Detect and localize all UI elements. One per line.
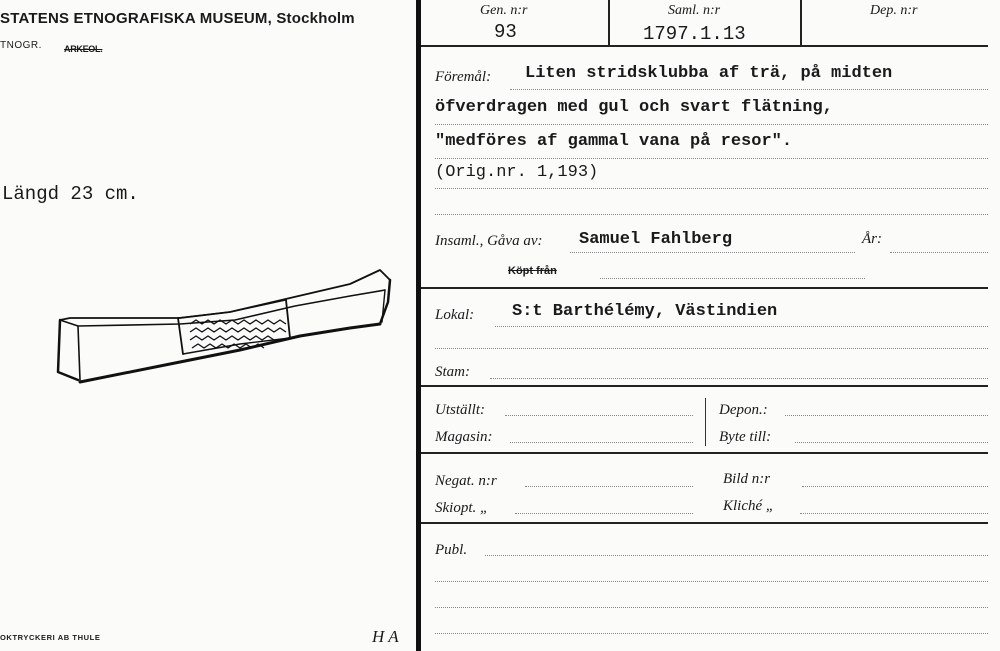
section-rule [421,522,988,524]
lokal-label: Lokal: [435,307,475,323]
dotted-rule [435,158,988,159]
byte-label: Byte till: [719,429,772,445]
dotted-rule [435,348,988,349]
dotted-rule [785,415,988,416]
gen-number-value: 93 [494,21,517,43]
dotted-rule [490,378,988,379]
foremal-line-4: (Orig.nr. 1,193) [435,163,599,182]
exhibit-divider [705,398,706,446]
foremal-line-3: "medföres af gammal vana på resor". [435,132,793,151]
negat-label: Negat. n:r [435,473,497,489]
gen-number-label: Gen. n:r [480,3,528,18]
bild-label: Bild n:r [723,471,771,487]
insaml-value: Samuel Fahlberg [579,230,733,249]
utstallt-label: Utställt: [435,402,486,418]
dotted-rule [495,326,988,327]
dotted-rule [525,486,693,487]
printer-credit: OKTRYCKERI AB THULE [0,633,101,642]
kliche-label: Kliché „ [723,498,775,514]
insaml-struck-label: Köpt från [508,265,557,277]
foremal-line-2: öfverdragen med gul och svart flätning, [435,98,833,117]
dotted-rule [485,555,988,556]
skiopt-label: Skiopt. „ [435,500,489,516]
saml-number-value: 1797.1.13 [643,23,746,45]
panel-divider [416,0,421,651]
dotted-rule [435,124,988,125]
publ-label: Publ. [435,542,468,558]
length-note: Längd 23 cm. [2,183,139,205]
year-label: År: [862,231,882,247]
dotted-rule [435,607,988,608]
stam-label: Stam: [435,364,470,380]
magasin-label: Magasin: [435,429,493,445]
lokal-value: S:t Barthélémy, Västindien [512,302,778,321]
saml-number-label: Saml. n:r [668,3,721,18]
dotted-rule [800,513,988,514]
dotted-rule [510,89,988,90]
section-rule [421,287,988,289]
foremal-line-1: Liten stridsklubba af trä, på midten [525,64,893,83]
dotted-rule [890,252,988,253]
dotted-rule [435,188,988,189]
depon-label: Depon.: [719,402,768,418]
department-struck: ARKEOL. [64,44,103,54]
initials-signature: H A [372,627,399,646]
insaml-label: Insaml., Gåva av: [435,233,543,249]
club-sketch [50,262,400,392]
dotted-rule [435,581,988,582]
dotted-rule [510,442,693,443]
department-label: TNOGR. [0,40,42,51]
dotted-rule [802,486,988,487]
dotted-rule [570,252,855,253]
header-divider-2 [800,0,802,45]
museum-header: STATENS ETNOGRAFISKA MUSEUM, Stockholm [0,10,355,27]
dotted-rule [435,214,988,215]
dotted-rule [600,278,865,279]
header-rule [421,45,988,47]
dotted-rule [435,633,988,634]
foremal-label: Föremål: [435,69,492,85]
dotted-rule [795,442,988,443]
dep-number-label: Dep. n:r [870,3,918,18]
header-divider-1 [608,0,610,45]
section-rule [421,452,988,454]
dotted-rule [505,415,693,416]
section-rule [421,385,988,387]
dotted-rule [515,513,693,514]
